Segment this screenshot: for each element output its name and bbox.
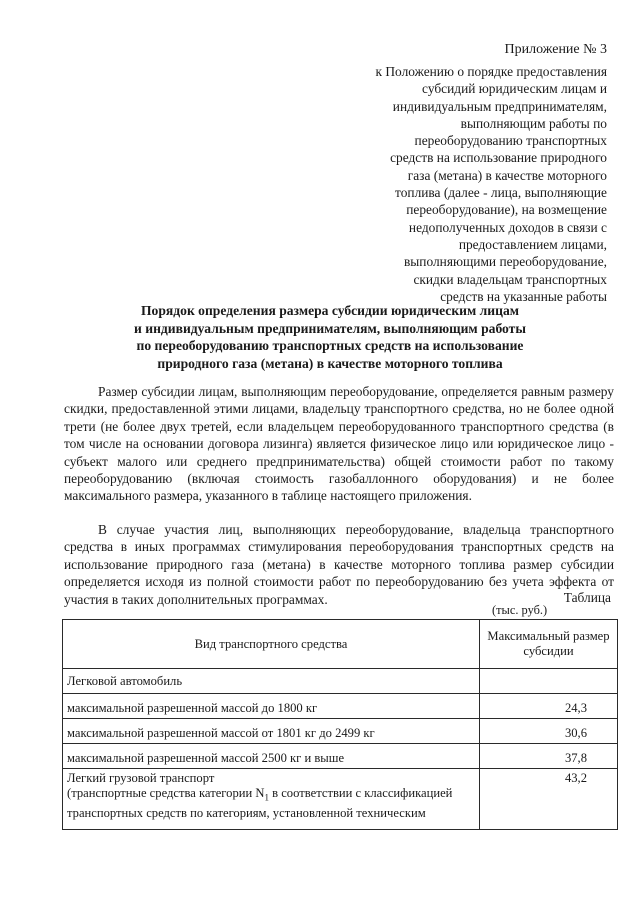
table-row [63,744,618,769]
empty-cell [480,669,618,694]
row-value: 37,8 [480,744,618,769]
document-heading: Порядок определения размера субсидии юридическим лицам и индивидуальным предпринимателям, выполняющим работы по переоборудованию транспортных средств на использование природного газа (метана) в качестве моторного топлива [134,303,526,371]
row-value: 24,3 [480,694,618,719]
paragraph-other-programs: В случае участия лиц, выполняющих переоборудование, владельца транспортного средства в иных программах стимулирования переоборудования транспортных средств на использование природного газа (метана) в качестве моторного топлива размер субсидии определяется исходя из полной стоимости работ по переоборудованию без учета эффекта от участия в таких дополнительных программах. [64,522,614,607]
table-row [63,694,618,719]
row-value: 30,6 [480,719,618,744]
truck-title: Легкий грузовой транспорт [67,771,215,785]
table-caption: Таблица [563,590,611,605]
table-row [63,719,618,744]
row-label: максимальной разрешенной массой до 1800 кг [63,694,480,719]
truck-description-line3: транспортных средств по категориям, установленной техническим [67,805,426,820]
table-row [63,669,618,694]
subsidy-table [62,619,618,830]
annex-reference: к Положению о порядке предоставления субсидий юридическим лицам и индивидуальным предпринимателям, выполняющим работы по переоборудованию транспортных средств на использование природного газа (метана) в качестве моторного топлива (далее - лица, выполняющие переоборудование), на возмещение недополученных доходов в связи с предоставлением лицами, выполняющими переоборудование, скидки владельцам транспортных средств на указанные работы [375,64,607,304]
paragraph-subsidy-size: Размер субсидии лицам, выполняющим переоборудование, определяется равным размеру скидки, предоставленной этими лицами, владельцу транспортного средства, но не более одной трети (не более двух третей, если владельцем переоборудованного транспортного средства (в том числе на основании договора лизинга) является физическое лицо или юридическое лицо - субъект малого или среднего предпринимательства) общей стоимости работ по такому переоборудованию (включая стоимость газобаллонного оборудования) и не более максимального размера, указанного в таблице настоящего приложения. [64,384,614,504]
truck-cell [63,769,480,830]
header-max-subsidy: Максимальный размер субсидии [480,620,618,669]
row-label: максимальной разрешенной массой 2500 кг и выше [63,744,480,769]
table-header-row [63,620,618,669]
truck-desc-end: в соответствии с классификацией [268,786,453,800]
row-value: 43,2 [480,769,618,830]
table-units: (тыс. руб.) [492,603,548,617]
truck-desc-sub: 1 [264,792,269,803]
category-car: Легковой автомобиль [63,669,480,694]
table-row [63,769,618,830]
truck-description [67,786,475,806]
header-vehicle-type: Вид транспортного средства [63,620,480,669]
truck-desc-start: (транспортные средства категории N [67,786,265,800]
annex-title: Приложение № 3 [504,42,607,57]
row-label: максимальной разрешенной массой от 1801 кг до 2499 кг [63,719,480,744]
